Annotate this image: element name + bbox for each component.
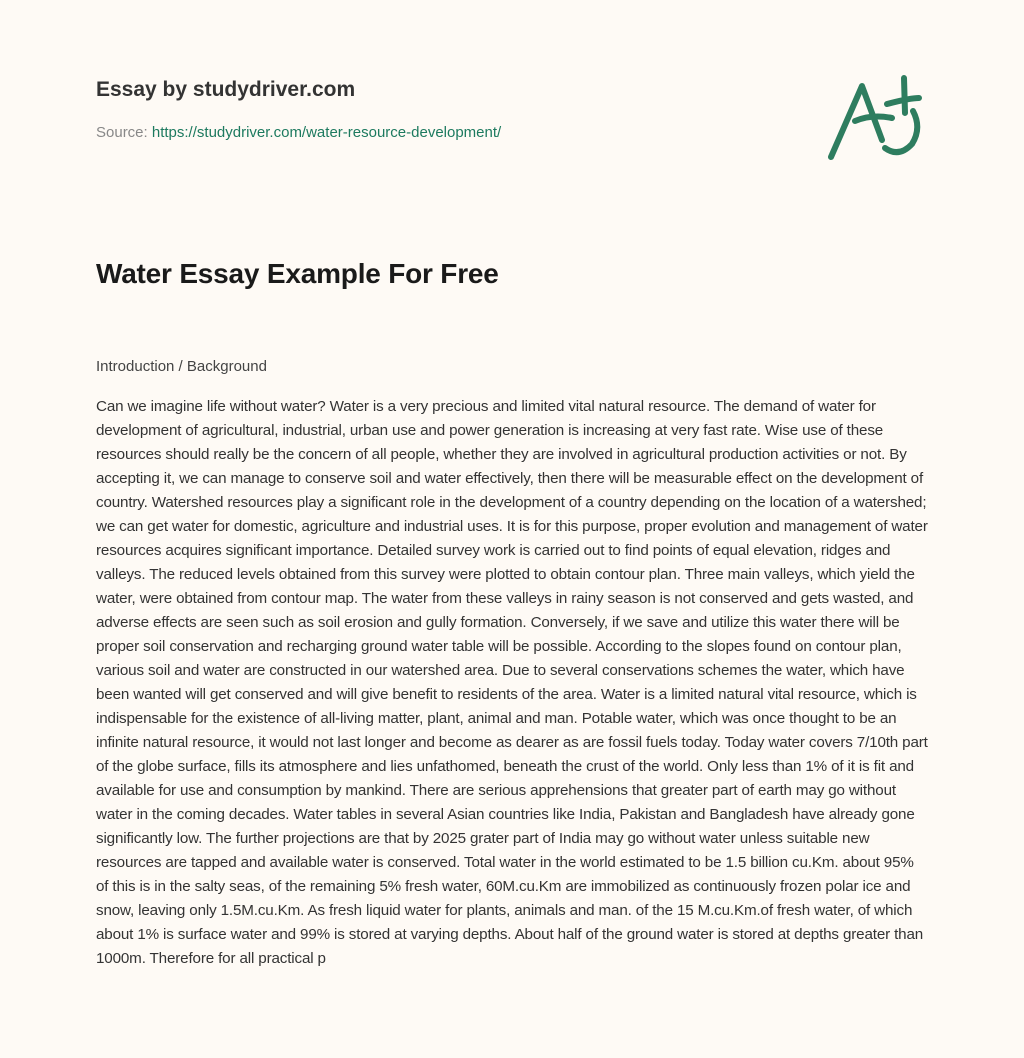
brand-title: Essay by studydriver.com [96,78,356,101]
header [96,72,796,144]
source-label: Source: [96,124,152,141]
source-link[interactable]: https://studydriver.com/water-resource-development/ [151,124,502,141]
a-plus-grade-icon [822,66,932,166]
essay-body: Can we imagine life without water? Water is a very precious and limited vital natural resource. The demand of water for development of agricultural, industrial, urban use and power generation is increasing at very fast rate. Wise use of these resources should really be the concern of all people, whether they are involved in agricultural production activities or not. By accepting it, we can manage to conserve soil and water effectively, then there will be measurable effect on the development of country. Watershed resources play a significant role in the development of a country depending on the location of a watershed; we can get water for domestic, agriculture and industrial uses. It is for this purpose, proper evolution and management of water resources acquires significant importance. Detailed survey work is carried out to find points of equal elevation, ridges and valleys. The reduced levels obtained from this survey were plotted to obtain contour plan. Three main valleys, which yield the water, were obtained from contour map. The water from these valleys in rainy season is not conserved and gets wasted, and adverse effects are seen such as soil erosion and gully formation. Conversely, if we save and utilize this water there will be proper soil conservation and recharging ground water table will be possible. According to the slopes found on contour plan, various soil and water are constructed in our watershed area. Due to several conservations schemes the water, which have been wanted will get conserved and will give benefit to residents of the area. Water is a limited natural vital resource, which is indispensable for the existence of all-living matter, plant, animal and man. Potable water, which was once thought to be an infinite natural resource, it would not last longer and become as dearer as are fossil fuels today. Today water covers 7/10th part of the globe surface, fills its atmosphere and lies unfathomed, beneath the crust of the world. Only less than 1% of it is fit and available for use and consumption by mankind. There are serious apprehensions that greater part of earth may go without water in the coming decades. Water tables in several Asian countries like India, Pakistan and Bangladesh have already gone significantly low. The further projections are that by 2025 grater part of India may go without water unless suitable new resources are tapped and available water is conserved. Total water in the world estimated to be 1.5 billion cu.Km. about 95% of this is in the salty seas, of the remaining 5% fresh water, 60M.cu.Km are immobilized as continuously frozen polar ice and snow, leaving only 1.5M.cu.Km. As fresh liquid water for plants, animals and man. of the 15 M.cu.Km.of fresh water, of which about 1% is surface water and 99% is stored at varying depths. About half of the ground water is stored at depths greater than 1000m. Therefore for all practical p [96,398,928,967]
page-title: Water Essay Example For Free [96,258,499,289]
source-line [96,122,796,144]
section-label: Introduction / Background [96,358,267,375]
